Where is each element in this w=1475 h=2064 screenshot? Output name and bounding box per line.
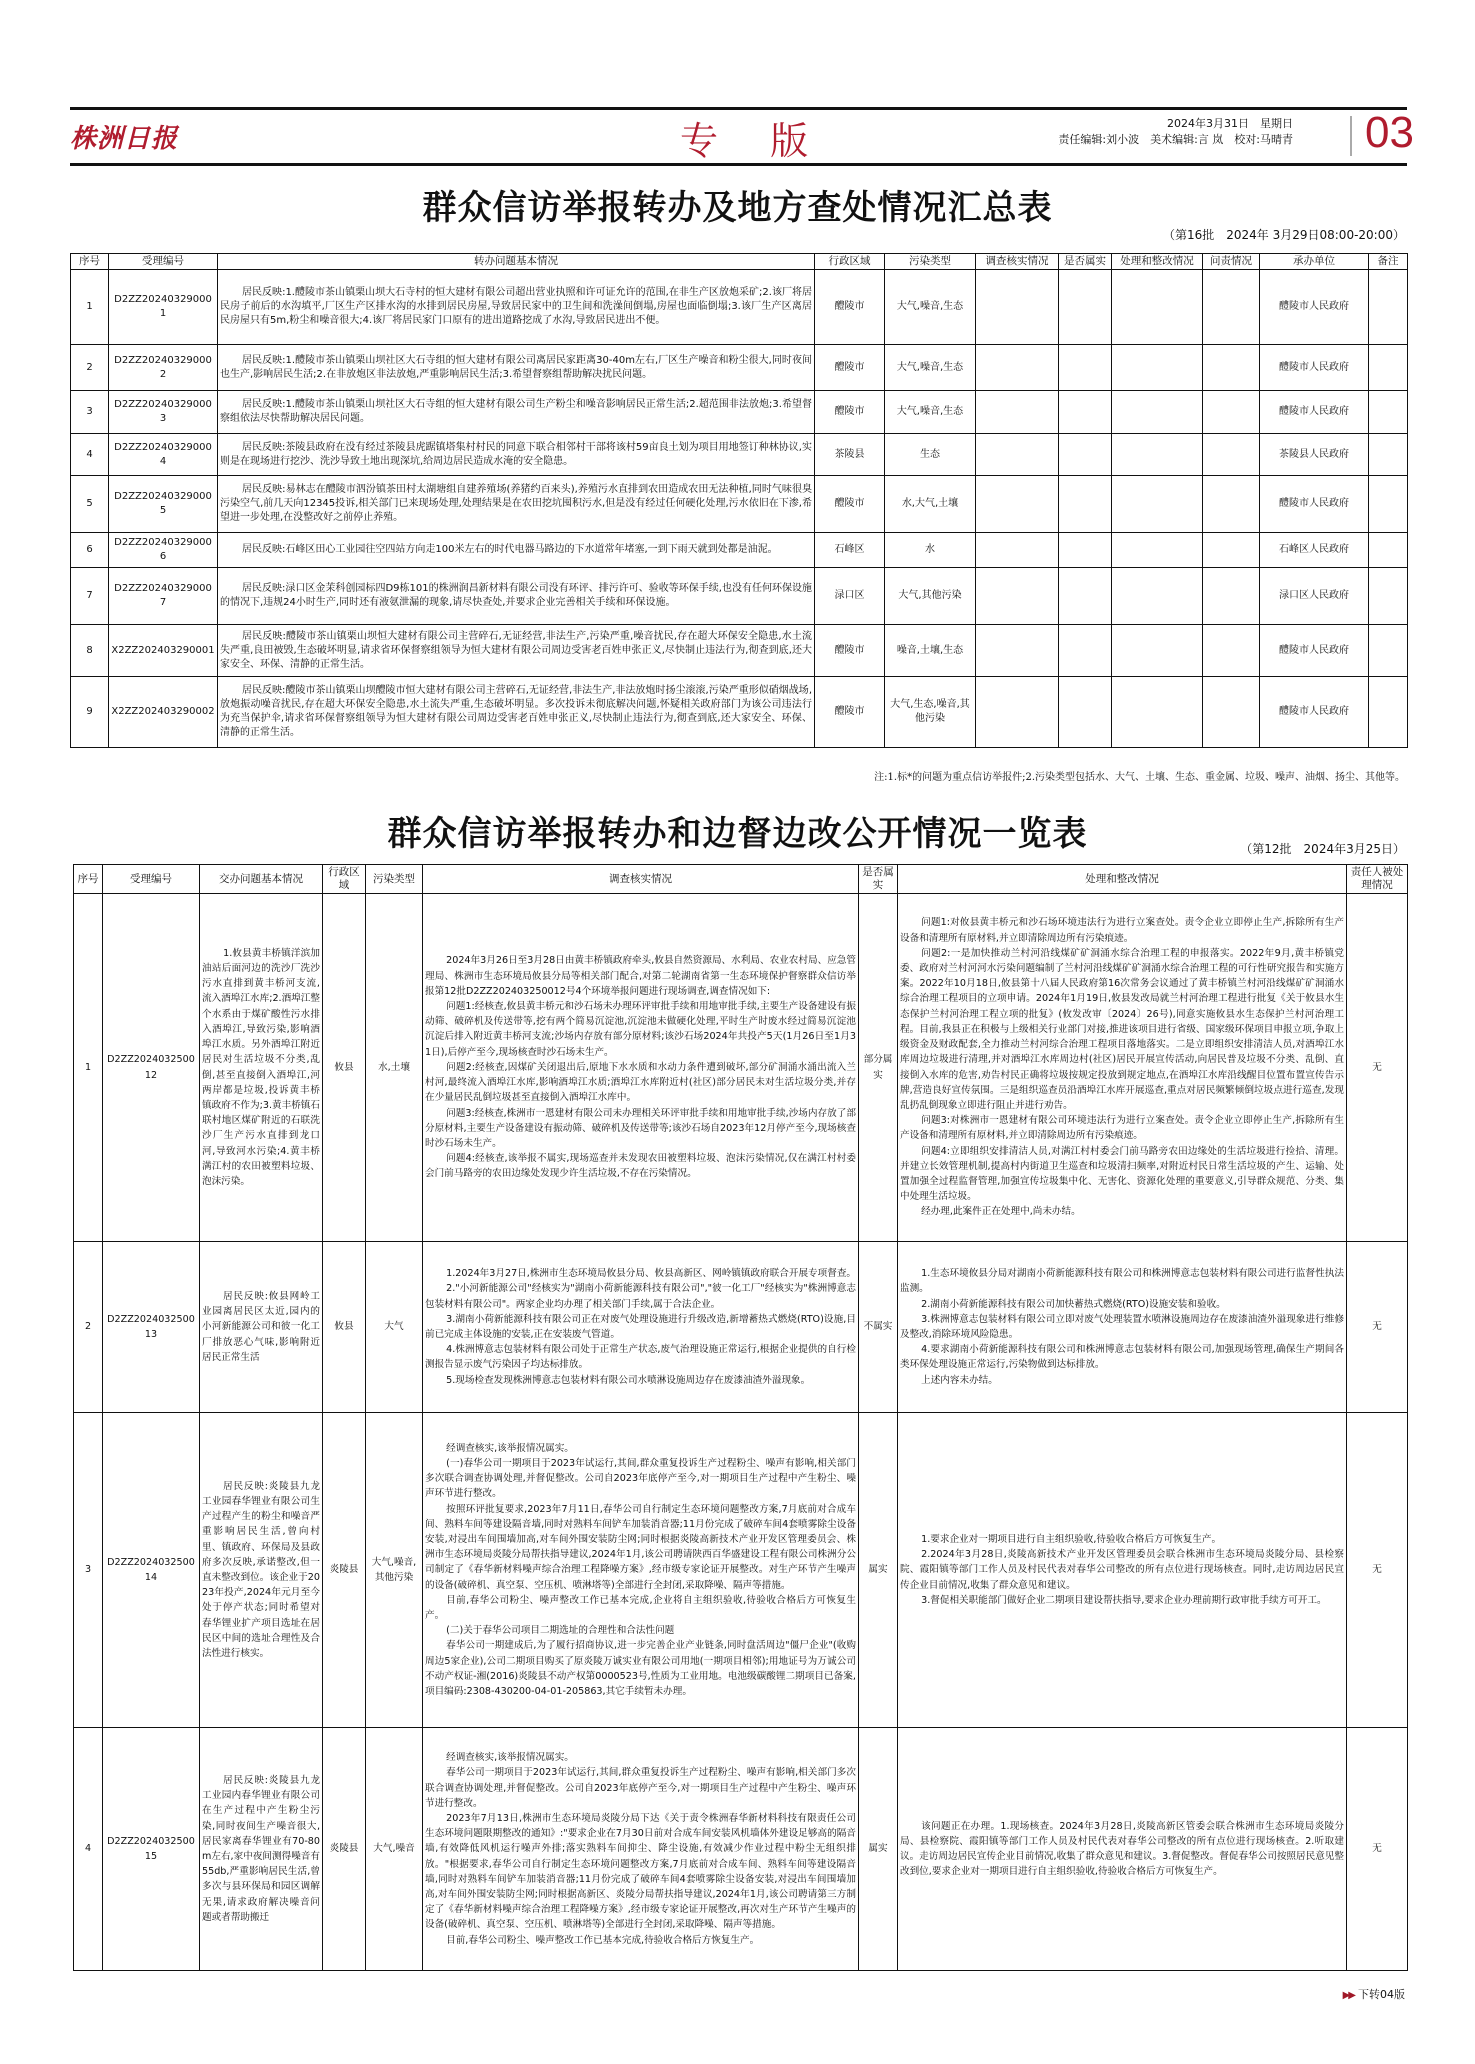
region: 炎陵县 — [323, 1728, 366, 1971]
pollution-type: 噪音,土壤,生态 — [885, 625, 976, 677]
row-number: 4 — [74, 1728, 103, 1971]
region: 炎陵县 — [323, 1413, 366, 1728]
pollution-type: 大气,噪音 — [366, 1728, 423, 1971]
handling-cell — [1112, 476, 1203, 533]
column-header: 序号 — [71, 254, 109, 270]
investigation-cell — [976, 533, 1059, 568]
issue-description-paragraph: 1.攸县黄丰桥镇洋滨加油站后面河边的洗沙厂洗沙污水直排到黄丰桥河支流,流入酒埠江水库;2.酒埠江整个水系由于煤矿酸性污水排入酒埠江,导致污染,影响酒埠江水质。另外酒埠江附近居民对生活垃圾不分类,乱倒,甚至直接倒入酒埠江,河两岸都是垃圾,投诉黄丰桥镇政府不作为;3.黄丰桥镇石联村地区煤矿附近的石联洗沙厂生产污水直排到龙口河,导致河水污染;4.黄丰桥满江村的农田被塑料垃圾、泡沫污染。 — [202, 947, 320, 1187]
column-header: 处理和整改情况 — [1112, 254, 1203, 270]
handling-measures-paragraph: 该问题正在办理。1.现场核查。2024年3月28日,炎陵高新区管委会联合株洲市生态环境局炎陵分局、县检察院、霞阳镇等部门工作人员及村民代表对春华公司整改的所有点位进行现场核查。2.听取建议。走访周边居民宣传企业目前情况,收集了群众意见和建议。3.督促整改。督促春华公司按照居民意见整改到位,要求企业对一期项目进行自主组织验收,待验收合格后方可恢复生产。 — [900, 1820, 1344, 1878]
summary-table — [70, 253, 1408, 748]
remarks-cell — [1369, 625, 1408, 677]
handling-unit: 醴陵市人民政府 — [1260, 391, 1369, 434]
row-number: 8 — [71, 625, 109, 677]
investigation-findings-paragraph: 2023年7月13日,株洲市生态环境局炎陵分局下达《关于责令株洲春华新材料科技有限责任公司生态环境问题限期整改的通知》:"要求企业在7月30日前对合成车间安装风机墙体外建设足够高的隔音墙,有效降低风机运行噪声外排;落实熟料车间抑尘、降尘设施,有效减少作业过程中粉尘无组织排放。"根据要求,春华公司自行制定生态环境问题整改方案,7月底前对合成车间、熟料车间等建设隔音墙,同时对熟料车间铲车加装消音器;11月份完成了破碎车间4套喷雾除尘设备安装,对浸出车间围墙加高,对车间外围安装防尘网;同时根据高新区、炎陵分局帮扶指导建议,2024年1月,该公司聘请第三方制定了《春华新材料噪声综合治理工程降噪方案》,经市级专家论证开展整改,再次对生产环节产生噪声的设备(破碎机、真空泵、空压机、喷淋塔等)全部进行全封闭,采取降噪、隔声等措施。 — [425, 1812, 856, 1931]
handling-unit: 醴陵市人民政府 — [1260, 476, 1369, 533]
case-id: D2ZZ202403290007 — [109, 568, 218, 625]
continued-label: 下转04版 — [1358, 1988, 1405, 2001]
issue-description — [200, 894, 323, 1242]
case-id: D2ZZ202403250013 — [103, 1242, 200, 1413]
table-row — [71, 533, 1408, 568]
column-header: 污染类型 — [885, 254, 976, 270]
pollution-type: 大气,噪音,生态 — [885, 270, 976, 345]
table2-title: 群众信访举报转办和边督边改公开情况一览表 — [387, 814, 1088, 854]
disclosure-table — [73, 864, 1408, 1971]
table1-note: 注:1.标*的问题为重点信访举报件;2.污染类型包括水、大气、土壤、生态、重金属、垃圾、噪声、油烟、扬尘、其他等。 — [874, 772, 1405, 783]
investigation-findings-paragraph: 问题3:经核查,株洲市一恩建材有限公司未办理相关环评审批手续和用地审批手续,沙场内存放了部分原材料,主要生产设备建设有振动筛、破碎机及传送带等;该沙石场自2023年12月停产至今,现场核查时沙石场未生产。 — [425, 1107, 856, 1149]
handling-unit: 醴陵市人民政府 — [1260, 345, 1369, 391]
case-id: X2ZZ202403290001 — [109, 625, 218, 677]
investigation-findings-paragraph: 按照环评批复要求,2023年7月11日,春华公司自行制定生态环境问题整改方案,7月底前对合成车间、熟料车间等建设隔音墙,同时对熟料车间铲车加装消音器;11月份完成了破碎车间4套喷雾除尘设备安装,对浸出车间围墙加高,对车间外围安装防尘网;同时根据炎陵高新技术产业开发区管理委员会、株洲市生态环境局炎陵分局帮扶指导建议,2024年1月,该公司聘请陕西百华盛建设工程有限公司株洲分公司制定了《春华新材料噪声综合治理工程降噪方案》,经市级专家论证开展整改。对生产环节产生噪声的设备(破碎机、真空泵、空压机、喷淋塔等)全部进行全封闭,采取降噪、隔声等措施。 — [425, 1503, 856, 1591]
accountability-cell — [1203, 568, 1260, 625]
case-id: D2ZZ202403290003 — [109, 391, 218, 434]
table-row — [74, 1728, 1408, 1971]
verified-status: 属实 — [859, 1413, 898, 1728]
investigation-cell — [976, 476, 1059, 533]
column-header: 行政区域 — [815, 254, 885, 270]
handling-cell — [1112, 533, 1203, 568]
table-row — [71, 568, 1408, 625]
investigation-findings-paragraph: 春华公司一期建成后,为了履行招商协议,进一步完善企业产业链条,同时盘活周边"僵尸企业"(收购周边5家企业),公司二期项目购买了原炎陵万诚实业有限公司用地(一期项目相邻);用地证号为万诚公司不动产权证-湘(2016)炎陵县不动产权第0000523号,性质为工业用地。电池级碳酸锂二期项目已备案,项目编码:2308-430200-04-01-205863,其它手续暂未办理。 — [425, 1640, 856, 1698]
region: 攸县 — [323, 1242, 366, 1413]
investigation-findings-paragraph: 1.2024年3月27日,株洲市生态环境局攸县分局、攸县高新区、网岭镇镇政府联合开展专项督查。 — [446, 1268, 857, 1280]
pollution-type: 大气,噪音,生态 — [885, 345, 976, 391]
row-number: 4 — [71, 434, 109, 476]
row-number: 2 — [71, 345, 109, 391]
accountability: 无 — [1347, 1413, 1408, 1728]
handling-measures — [898, 1242, 1347, 1413]
issue-text: 居民反映:1.醴陵市茶山镇栗山坝社区大石寺组的恒大建材有限公司离居民家距离30-40m左右,厂区生产噪音和粉尘很大,同时夜间也生产,影响居民生活;2.在非放炮区非法放炮,严重影响居民生活;3.希望督察组帮助解决扰民问题。 — [220, 354, 812, 380]
issue-date: 2024年3月31日 星期日 — [1167, 117, 1293, 130]
verified-cell — [1059, 568, 1112, 625]
case-id: X2ZZ202403290002 — [109, 677, 218, 748]
issue-text: 居民反映:醴陵市茶山镇栗山坝醴陵市恒大建材有限公司主营碎石,无证经营,非法生产,非法放炮时扬尘滚滚,污染严重形似硝烟战场,放炮振动噪音扰民,存在超大环保安全隐患,水土流失严重,生态破坏明显。多次投诉未彻底解决问题,怀疑相关政府部门为该公司违法行为充当保护伞,请求省环保督察组领导为恒大建材有限公司周边受害老百姓申张正义,尽快制止违法行为,彻查到底,还大家安全、环保、清静的正常生活。 — [220, 685, 812, 738]
issue-text: 居民反映:茶陵县政府在没有经过茶陵县虎踞镇塔集村村民的同意下联合相邻村干部将该村59亩良土划为项目用地签订种林协议,实则是在现场进行挖沙、洗沙导致土地出现深坑,给周边居民造成水淹的安全隐患。 — [220, 441, 812, 467]
issue-text: 居民反映:醴陵市茶山镇栗山坝恒大建材有限公司主营碎石,无证经营,非法生产,污染严重,噪音扰民,存在超大环保安全隐患,水土流失严重,良田被毁,生态破坏明显,请求省环保督察组领导为恒大建材有限公司周边受害老百姓申张正义,尽快制止违法行为,彻查到底,还大家安全、环保、清静的正常生活。 — [220, 630, 812, 670]
accountability-cell — [1203, 345, 1260, 391]
handling-unit: 醴陵市人民政府 — [1260, 677, 1369, 748]
table-row — [71, 270, 1408, 345]
investigation-findings — [423, 1242, 859, 1413]
investigation-findings-paragraph: 5.现场检查发现株洲博意志包装材料有限公司水喷淋设施周边存在废漆油渣外溢现象。 — [446, 1374, 811, 1386]
issue-text: 居民反映:1.醴陵市茶山镇栗山坝社区大石寺组的恒大建材有限公司生产粉尘和噪音影响居民正常生活;2.超范围非法放炮;3.希望督察组依法尽快帮助解决居民问题。 — [220, 399, 812, 424]
remarks-cell — [1369, 476, 1408, 533]
table-header-row — [74, 865, 1408, 894]
table-row — [74, 1242, 1408, 1413]
handling-cell — [1112, 270, 1203, 345]
verified-cell — [1059, 434, 1112, 476]
investigation-cell — [976, 391, 1059, 434]
handling-measures-paragraph: 3.督促相关职能部门做好企业二期项目建设帮扶指导,要求企业办理前期行政审批手续方可开工。 — [921, 1594, 1327, 1606]
case-id: D2ZZ202403250015 — [103, 1728, 200, 1971]
issue-text: 居民反映:渌口区金茉科创园标四D9栋101的株洲润昌新材料有限公司没有环评、排污许可、验收等环保手续,也没有任何环保设施的情况下,违规24小时生产,同时还有液氨泄漏的现象,请尽快查处,并要求企业完善相关手续和环保设施。 — [220, 583, 812, 608]
handling-measures-paragraph: 3.株洲博意志包装材料有限公司立即对废气处理装置水喷淋设施周边存在废漆油渣外溢现象进行维修及整改,消除环境风险隐患。 — [900, 1313, 1344, 1340]
investigation-cell — [976, 677, 1059, 748]
accountability-cell — [1203, 434, 1260, 476]
table-row — [71, 345, 1408, 391]
region: 醴陵市 — [815, 391, 885, 434]
issue-info — [1058, 116, 1293, 148]
header-bottom-rule — [70, 163, 1407, 166]
handling-measures-paragraph: 2.2024年3月28日,炎陵高新技术产业开发区管理委员会联合株洲市生态环境局炎陵分局、县检察院、霞阳镇等部门工作人员及村民代表对春华公司整改的所有点位进行现场核查。同时,走访周边居民宣传企业目前情况,收集了群众意见和建议。 — [900, 1549, 1344, 1591]
column-header: 受理编号 — [109, 254, 218, 270]
issue-description-paragraph: 居民反映:炎陵县九龙工业园内春华锂业有限公司在生产过程中产生粉尘污染,同时夜间生产噪音很大,居民家离春华锂业有70-80m左右,家中夜间测得噪音有55db,严重影响居民生活,曾多次与县环保局和园区调解无果,请求政府解决噪音问题或者帮助搬迁 — [202, 1774, 320, 1923]
handling-measures-paragraph: 上述内容未办结。 — [921, 1374, 998, 1386]
region: 渌口区 — [815, 568, 885, 625]
column-header: 是否属实 — [1059, 254, 1112, 270]
column-header: 处理和整改情况 — [898, 865, 1347, 894]
divider — [1350, 116, 1352, 156]
investigation-findings-paragraph: 问题4:经核查,该举报不属实,现场巡查并未发现农田被塑料垃圾、泡沫污染情况,仅在满江村村委会门前马路旁的农田边缘处发现少许生活垃圾,不存在污染情况。 — [425, 1153, 856, 1180]
handling-unit: 茶陵县人民政府 — [1260, 434, 1369, 476]
issue-description-paragraph: 居民反映:攸县网岭工业园离居民区太近,园内的小河新能源公司和彼一化工厂排放恶心气味,影响附近居民正常生活 — [202, 1290, 320, 1363]
row-number: 6 — [71, 533, 109, 568]
pollution-type: 水,土壤 — [366, 894, 423, 1242]
investigation-cell — [976, 568, 1059, 625]
table-row — [71, 476, 1408, 533]
accountability-cell — [1203, 270, 1260, 345]
column-header: 是否属实 — [859, 865, 898, 894]
row-number: 1 — [74, 894, 103, 1242]
section-title: 专 版 — [680, 119, 829, 163]
handling-measures-paragraph: 1.生态环境攸县分局对湖南小荷新能源科技有限公司和株洲博意志包装材料有限公司进行监督性执法监测。 — [900, 1268, 1344, 1295]
investigation-findings — [423, 1413, 859, 1728]
accountability-cell — [1203, 476, 1260, 533]
verified-cell — [1059, 625, 1112, 677]
case-id: D2ZZ202403290006 — [109, 533, 218, 568]
handling-measures-paragraph: 问题3:对株洲市一恩建材有限公司环境违法行为进行立案查处。责令企业立即停止生产,拆除所有生产设备和清理所有原材料,并立即清除周边所有污染痕迹。 — [900, 1115, 1344, 1142]
issue-description — [200, 1728, 323, 1971]
column-header: 调查核实情况 — [423, 865, 859, 894]
investigation-findings-paragraph: 2."小河新能源公司"经核实为"湖南小荷新能源科技有限公司","彼一化工厂"经核实为"株洲博意志包装材料有限公司"。两家企业均办理了相关部门手续,属于合法企业。 — [425, 1283, 856, 1310]
issue-description — [218, 625, 815, 677]
remarks-cell — [1369, 568, 1408, 625]
investigation-findings — [423, 894, 859, 1242]
row-number: 5 — [71, 476, 109, 533]
handling-cell — [1112, 677, 1203, 748]
row-number: 9 — [71, 677, 109, 748]
table-row — [71, 625, 1408, 677]
pollution-type: 大气 — [366, 1242, 423, 1413]
table-row — [71, 391, 1408, 434]
case-id: D2ZZ202403290004 — [109, 434, 218, 476]
verified-status: 属实 — [859, 1728, 898, 1971]
accountability-cell — [1203, 677, 1260, 748]
page-number: 03 — [1365, 108, 1414, 157]
newspaper-logo: 株洲日报 — [70, 124, 179, 154]
case-id: D2ZZ202403290005 — [109, 476, 218, 533]
investigation-findings-paragraph: 2024年3月26日至3月28日由黄丰桥镇政府牵头,攸县自然资源局、水利局、农业农村局、应急管理局、株洲市生态环境局攸县分局等相关部门配合,对第二轮湖南省第一生态环境保护督察群众信访举报第12批D2ZZ202403250012号4个环境举报问题进行现场调查,调查情况如下: — [425, 955, 856, 997]
region: 醴陵市 — [815, 270, 885, 345]
column-header: 污染类型 — [366, 865, 423, 894]
handling-unit: 醴陵市人民政府 — [1260, 270, 1369, 345]
table-row — [71, 677, 1408, 748]
row-number: 3 — [74, 1413, 103, 1728]
issue-description — [218, 270, 815, 345]
column-header: 行政区域 — [323, 865, 366, 894]
handling-measures-paragraph: 4.要求湖南小荷新能源科技有限公司和株洲博意志包装材料有限公司,加强现场管理,确保生产期间各类环保处理设施正常运行,污染物做到达标排放。 — [900, 1344, 1344, 1371]
table-header-row — [71, 254, 1408, 270]
remarks-cell — [1369, 533, 1408, 568]
accountability-cell — [1203, 625, 1260, 677]
accountability-cell — [1203, 533, 1260, 568]
investigation-findings-paragraph: 目前,春华公司粉尘、噪声整改工作已基本完成,待验收合格后方恢复生产。 — [446, 1934, 760, 1946]
issue-description — [218, 476, 815, 533]
handling-measures-paragraph: 问题4:立即组织安排清洁人员,对满江村村委会门前马路旁农田边缘处的生活垃圾进行捡拾、清理。并建立长效管理机制,提高村内街道卫生巡查和垃圾清扫频率,对附近村民日常生活垃圾的产生、运输、处置加强全过程监督管理,加强宣传垃圾集中化、无害化、资源化处理的重要意义,引导群众规范、分类、集中处理生活垃圾。 — [900, 1145, 1344, 1203]
issue-text: 居民反映:易林志在醴陵市泗汾镇茶田村太湖塘组自建养殖场(养猪约百来头),养殖污水直排到农田造成农田无法种植,同时气味很臭污染空气,前几天向12345投诉,相关部门已来现场处理,处理结果是在农田挖坑囤积污水,但是没有经过任何硬化处理,污水依旧在下渗,希望进一步处理,在没整改好之前停止养殖。 — [220, 484, 812, 523]
handling-measures-paragraph: 经办理,此案件正在处理中,尚未办结。 — [921, 1206, 1081, 1218]
handling-measures-paragraph: 2.湖南小荷新能源科技有限公司加快蓄热式燃烧(RTO)设施安装和验收。 — [921, 1298, 1226, 1310]
handling-cell — [1112, 568, 1203, 625]
investigation-findings-paragraph: 目前,春华公司粉尘、噪声整改工作已基本完成,企业将自主组织验收,待验收合格后方可恢复生产。 — [425, 1594, 856, 1621]
column-header: 转办问题基本情况 — [218, 254, 815, 270]
verified-cell — [1059, 476, 1112, 533]
handling-measures-paragraph: 问题1:对攸县黄丰桥元和沙石场环境违法行为进行立案查处。责令企业立即停止生产,拆除所有生产设备和清理所有原材料,并立即清除周边所有污染痕迹。 — [900, 917, 1344, 944]
table-row — [74, 894, 1408, 1242]
investigation-findings-paragraph: 春华公司一期项目于2023年试运行,其间,群众重复投诉生产过程粉尘、噪声有影响,相关部门多次联合调查协调处理,并督促整改。公司自2023年底停产至今,对一期项目生产过程中产生粉尘、噪声环节进行整改。 — [425, 1767, 856, 1809]
column-header: 责任人被处理情况 — [1347, 865, 1408, 894]
investigation-findings-paragraph: 问题2:经核查,因煤矿关闭退出后,原地下水水质和水动力条件遭到破坏,部分矿洞涌水涌出流入兰村河,最终流入酒埠江水库,影响酒埠江水质;酒埠江水库附近村(社区)部分居民未对生活垃圾分类,并存在少量居民乱倒垃圾甚至直接倒入酒埠江水库中。 — [425, 1061, 856, 1104]
issue-description — [218, 677, 815, 748]
table1-subtitle: （第16批 2024年 3月29日08:00-20:00） — [1162, 228, 1405, 242]
column-header: 承办单位 — [1260, 254, 1369, 270]
issue-description — [218, 533, 815, 568]
verified-status: 不属实 — [859, 1242, 898, 1413]
case-id: D2ZZ202403250012 — [103, 894, 200, 1242]
handling-unit: 渌口区人民政府 — [1260, 568, 1369, 625]
handling-cell — [1112, 345, 1203, 391]
handling-measures — [898, 1728, 1347, 1971]
region: 石峰区 — [815, 533, 885, 568]
case-id: D2ZZ202403290001 — [109, 270, 218, 345]
remarks-cell — [1369, 270, 1408, 345]
region: 醴陵市 — [815, 677, 885, 748]
pollution-type: 生态 — [885, 434, 976, 476]
column-header: 备注 — [1369, 254, 1408, 270]
region: 醴陵市 — [815, 625, 885, 677]
remarks-cell — [1369, 677, 1408, 748]
pollution-type: 大气,噪音,其他污染 — [366, 1413, 423, 1728]
investigation-findings-paragraph: 问题1:经核查,攸县黄丰桥元和沙石场未办理环评审批手续和用地审批手续,主要生产设备建设有振动筛、破碎机及传送带等,挖有两个简易沉淀池,沉淀池未做硬化处理,平时生产时废水经过简易沉淀池沉淀后排入附近黄丰桥河支流;沙场内存放有部分原材料;该沙石场2024年共投产5天(1月26日至1月31日),后停产至今,现场核查时沙石场未生产。 — [425, 1001, 856, 1058]
row-number: 1 — [71, 270, 109, 345]
investigation-cell — [976, 270, 1059, 345]
investigation-cell — [976, 625, 1059, 677]
handling-measures — [898, 894, 1347, 1242]
handling-unit: 醴陵市人民政府 — [1260, 625, 1369, 677]
verified-cell — [1059, 391, 1112, 434]
investigation-findings-paragraph: 4.株洲博意志包装材料有限公司处于正常生产状态,废气治理设施正常运行,根据企业提供的自行检测报告显示废气污染因子均达标排放。 — [425, 1344, 856, 1371]
region: 醴陵市 — [815, 345, 885, 391]
region: 茶陵县 — [815, 434, 885, 476]
row-number: 7 — [71, 568, 109, 625]
accountability: 无 — [1347, 894, 1408, 1242]
investigation-findings-paragraph: (一)春华公司一期项目于2023年试运行,其间,群众重复投诉生产过程粉尘、噪声有影响,相关部门多次联合调查协调处理,并督促整改。公司自2023年底停产至今,对一期项目生产过程中产生粉尘、噪声环节进行整改。 — [425, 1457, 856, 1500]
verified-cell — [1059, 677, 1112, 748]
investigation-findings-paragraph: 经调查核实,该举报情况属实。 — [446, 1442, 574, 1454]
issue-description-paragraph: 居民反映:炎陵县九龙工业园春华锂业有限公司生产过程产生的粉尘和噪音严重影响居民生活,曾向村里、镇政府、环保局及县政府多次反映,承诺整改,但一直未整改到位。该企业于2023年投产,2024年元月至今处于停产状态;同时希望对春华锂业扩产项目选址在居民区中间的选址合理性及合法性进行核实。 — [202, 1480, 320, 1660]
table-row — [71, 434, 1408, 476]
handling-unit: 石峰区人民政府 — [1260, 533, 1369, 568]
handling-measures-paragraph: 1.要求企业对一期项目进行自主组织验收,待验收合格后方可恢复生产。 — [921, 1533, 1222, 1545]
handling-cell — [1112, 391, 1203, 434]
issue-description — [200, 1413, 323, 1728]
region: 攸县 — [323, 894, 366, 1242]
table2-subtitle: （第12批 2024年3月25日） — [1240, 842, 1405, 856]
case-id: D2ZZ202403290002 — [109, 345, 218, 391]
remarks-cell — [1369, 434, 1408, 476]
investigation-cell — [976, 434, 1059, 476]
investigation-findings-paragraph: (二)关于春华公司项目二期选址的合理性和合法性问题 — [446, 1625, 675, 1637]
handling-cell — [1112, 434, 1203, 476]
issue-text: 居民反映:1.醴陵市茶山镇栗山坝大石寺村的恒大建材有限公司超出营业执照和许可证允许的范围,在非生产区放炮采矿;2.该厂将居民房子前后的水沟填平,厂区生产区排水沟的水排到居民房屋,导致居民家中的卫生间和洗澡间倒塌,房屋也面临倒塌;3.该厂生产区离居民房屋只有5m,粉尘和噪音很大;4.该厂将居民家门口原有的进出道路挖成了水沟,导致居民进出不便。 — [220, 287, 812, 326]
column-header: 调查核实情况 — [976, 254, 1059, 270]
verified-cell — [1059, 345, 1112, 391]
issue-description — [218, 345, 815, 391]
issue-description — [200, 1242, 323, 1413]
investigation-findings-paragraph: 经调查核实,该举报情况属实。 — [446, 1752, 574, 1764]
pollution-type: 大气,其他污染 — [885, 568, 976, 625]
investigation-findings-paragraph: 3.湖南小荷新能源科技有限公司正在对废气处理设施进行升级改造,新增蓄热式燃烧(RTO)设施,目前已完成主体设施的安装,正在安装废气管道。 — [425, 1313, 856, 1340]
pollution-type: 大气,噪音,生态 — [885, 391, 976, 434]
handling-measures — [898, 1413, 1347, 1728]
investigation-cell — [976, 345, 1059, 391]
accountability-cell — [1203, 391, 1260, 434]
accountability: 无 — [1347, 1242, 1408, 1413]
row-number: 2 — [74, 1242, 103, 1413]
pollution-type: 水 — [885, 533, 976, 568]
editor-credits: 责任编辑:刘小波 美术编辑:言 岚 校对:马晴青 — [1058, 133, 1293, 146]
column-header: 问责情况 — [1203, 254, 1260, 270]
column-header: 序号 — [74, 865, 103, 894]
column-header: 受理编号 — [103, 865, 200, 894]
issue-description — [218, 391, 815, 434]
table1-title: 群众信访举报转办及地方查处情况汇总表 — [422, 188, 1053, 228]
case-id: D2ZZ202403250014 — [103, 1413, 200, 1728]
verified-status: 部分属实 — [859, 894, 898, 1242]
accountability: 无 — [1347, 1728, 1408, 1971]
double-arrow-icon: ▶▶ — [1342, 1990, 1354, 2001]
row-number: 3 — [71, 391, 109, 434]
investigation-findings — [423, 1728, 859, 1971]
handling-cell — [1112, 625, 1203, 677]
pollution-type: 大气,生态,噪音,其他污染 — [885, 677, 976, 748]
verified-cell — [1059, 533, 1112, 568]
issue-description — [218, 568, 815, 625]
continued-notice[interactable] — [1343, 1986, 1405, 2002]
issue-text: 居民反映:石峰区田心工业园往空四站方向走100米左右的时代电器马路边的下水道常年堵塞,一到下雨天就到处都是油泥。 — [242, 544, 778, 555]
issue-description — [218, 434, 815, 476]
region: 醴陵市 — [815, 476, 885, 533]
handling-measures-paragraph: 问题2:一是加快推动兰村河沿线煤矿矿洞涌水综合治理工程的申报落实。2022年9月,黄丰桥镇党委、政府对兰村河河水污染问题编制了兰村河沿线煤矿矿洞涌水综合治理工程的可行性研究报告和实施方案。2022年10月18日,攸县第十八届人民政府第16次常务会议通过了黄丰桥镇兰村河沿线煤矿矿洞涌水综合治理工程项目的立项申请。2024年1月19日,攸县发改局就兰村河治理工程进行批复《关于攸县水生态保护兰村河治理工程立项的批复》(攸发改审〔2024〕26号),同意实施攸县水生态保护兰村河治理工程。目前,我县正在积极与上级相关行业部门对接,推进该项目进行省级、国家级环保项目申报立项,争取上级资金及财政配套,全力推动兰村河综合治理工程项目落地落实。二是立即组织安排清洁人员,对酒埠江水库周边垃圾进行清理,并对酒埠江水库周边村(社区)居民开展宣传活动,向居民普及垃圾不分类、乱倒、直接倒入水库的危害,劝告村民正确将垃圾按规定投放到规定地点,在酒埠江水库沿线醒目位置布置宣传告示牌,营造良好宣传氛围。三是组织巡查员沿酒埠江水库开展巡查,重点对居民频繁倾倒垃圾点进行巡查,发现乱扔乱倒现象立即进行阻止并进行劝告。 — [900, 947, 1344, 1111]
verified-cell — [1059, 270, 1112, 345]
column-header: 交办问题基本情况 — [200, 865, 323, 894]
remarks-cell — [1369, 391, 1408, 434]
remarks-cell — [1369, 345, 1408, 391]
table-row — [74, 1413, 1408, 1728]
pollution-type: 水,大气,土壤 — [885, 476, 976, 533]
